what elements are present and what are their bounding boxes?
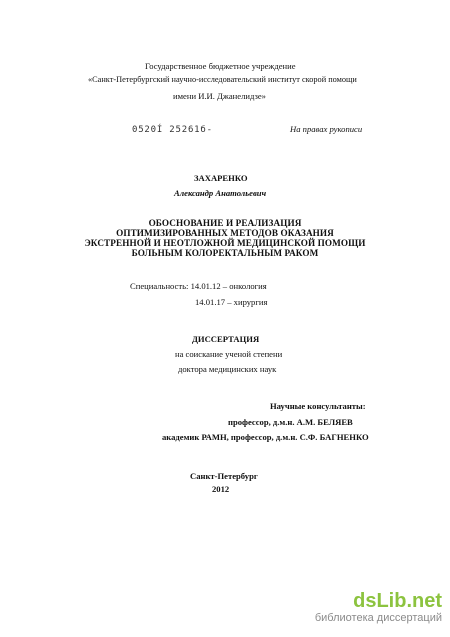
- watermark-subtitle: библиотека диссертаций: [314, 612, 442, 624]
- specialty-line-2: 14.01.17 – хирургия: [195, 297, 268, 307]
- degree-line-2: доктора медицинских наук: [178, 364, 277, 374]
- footer-city: Санкт-Петербург: [190, 471, 258, 481]
- institution-line-2: «Санкт-Петербургский научно-исследовательский институт скорой помощи: [88, 75, 357, 84]
- author-surname: ЗАХАРЕНКО: [194, 173, 248, 183]
- title-line-2: ОПТИМИЗИРОВАННЫХ МЕТОДОВ ОКАЗАНИЯ: [116, 228, 334, 238]
- institution-line-1: Государственное бюджетное учреждение: [145, 61, 296, 71]
- rights-note: На правах рукописи: [290, 124, 363, 134]
- watermark-logo: dsLib.net: [353, 590, 442, 612]
- title-line-4: БОЛЬНЫМ КОЛОРЕКТАЛЬНЫМ РАКОМ: [131, 248, 319, 258]
- stamp-number: 0520Í 25261б-: [132, 125, 213, 135]
- consultant-second: академик РАМН, профессор, д.м.н. С.Ф. БАГНЕНКО: [162, 432, 369, 442]
- title-line-1: ОБОСНОВАНИЕ И РЕАЛИЗАЦИЯ: [148, 218, 302, 228]
- degree-line-1: на соискание ученой степени: [175, 349, 283, 359]
- author-name: Александр Анатольевич: [174, 188, 267, 198]
- consultant-first: профессор, д.м.н. А.М. БЕЛЯЕВ: [228, 417, 353, 427]
- consultants-heading: Научные консультанты:: [270, 401, 366, 411]
- footer-year: 2012: [212, 484, 230, 494]
- dissertation-heading: ДИССЕРТАЦИЯ: [192, 334, 260, 344]
- dslib-watermark: [315, 591, 442, 624]
- specialty-line-1: Специальность: 14.01.12 – онкология: [130, 281, 267, 291]
- institution-line-3: имени И.И. Джанелидзе»: [173, 91, 266, 101]
- title-line-3: ЭКСТРЕННОЙ И НЕОТЛОЖНОЙ МЕДИЦИНСКОЙ ПОМОЩИ: [84, 238, 366, 248]
